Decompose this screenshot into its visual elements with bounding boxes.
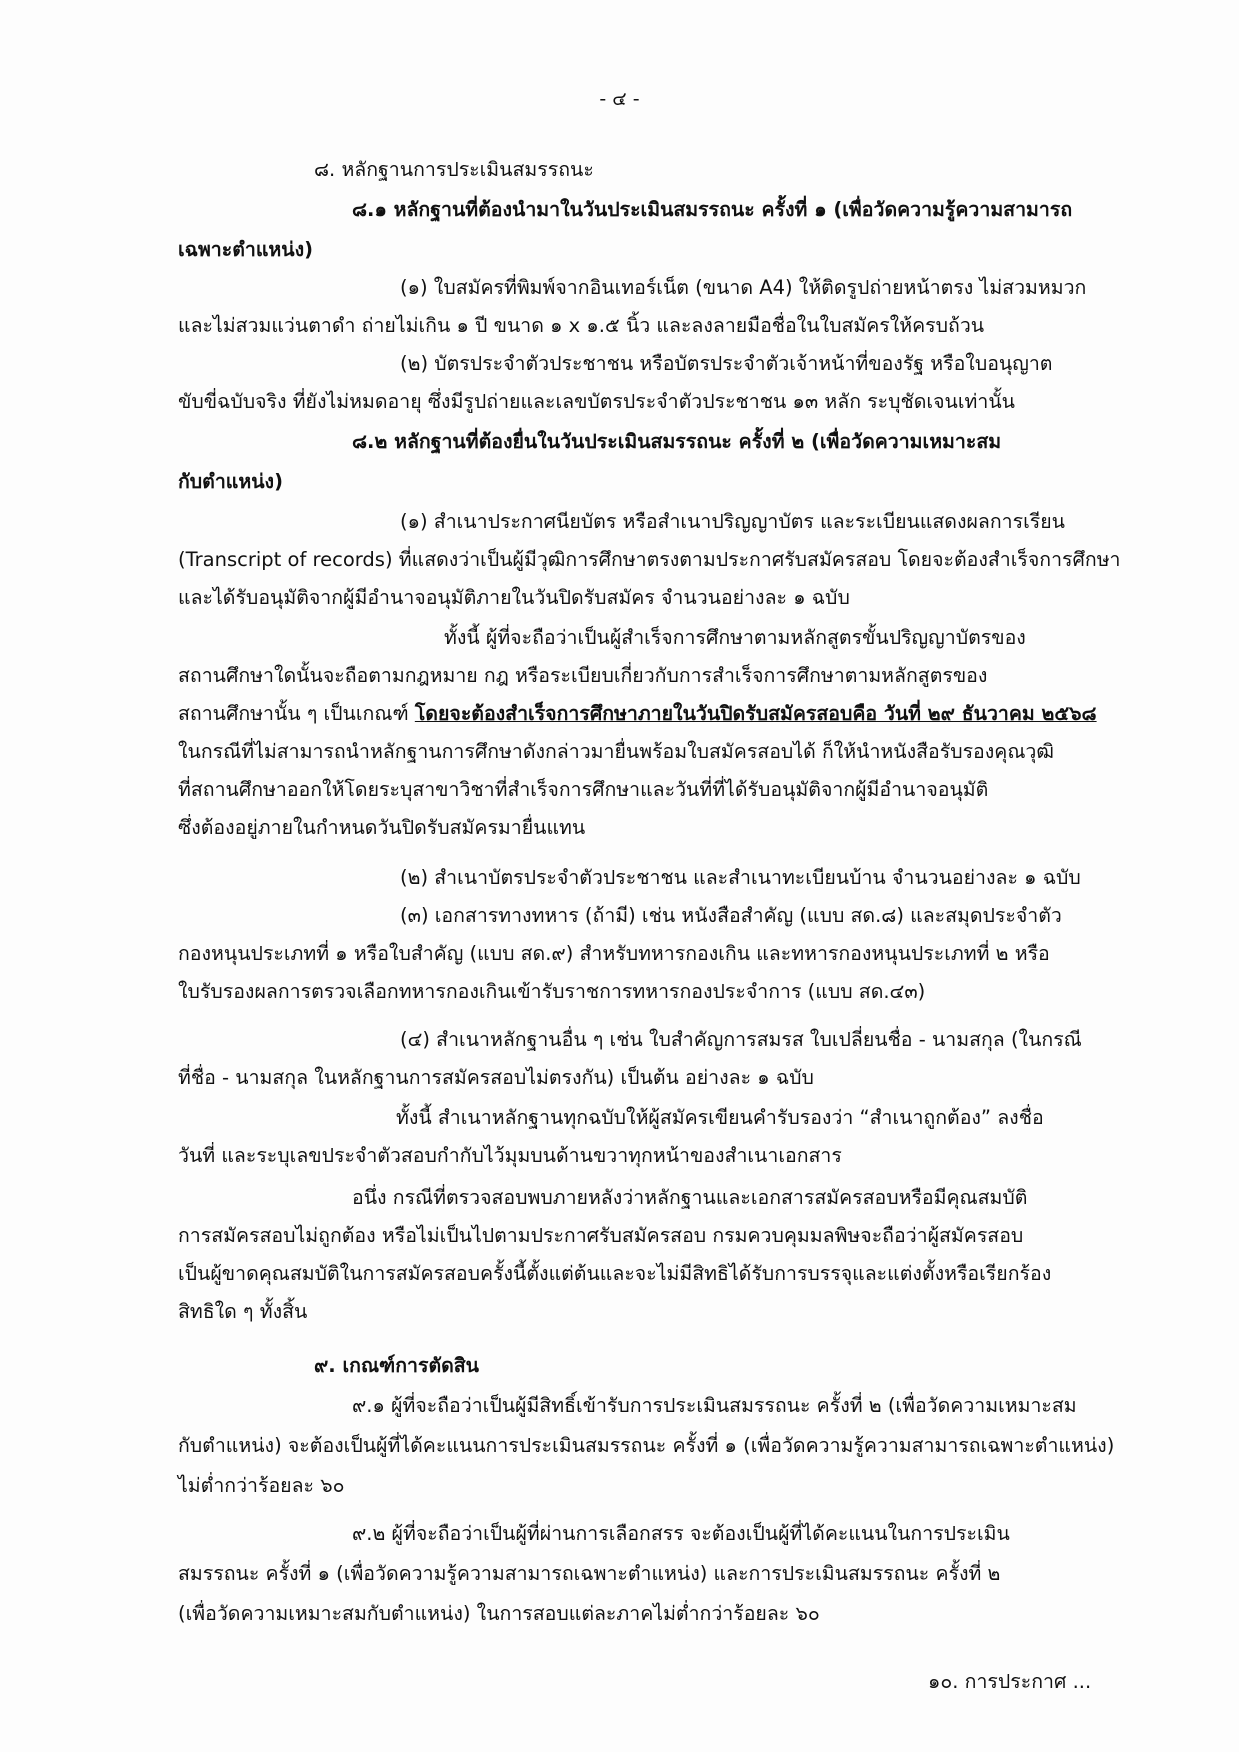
section-8-2-note-1-cont: สถานศึกษาใดนั้นจะถือตามกฎหมาย กฎ หรือระเบียบเกี่ยวกับการสำเร็จการศึกษาตามหลักสูตรของ (178, 664, 988, 687)
section-9-2-cont: สมรรถนะ ครั้งที่ ๑ (เพื่อวัดความรู้ความสามารถเฉพาะตำแหน่ง) และการประเมินสมรรถนะ ครั้งที่ ๒ (178, 1562, 1001, 1585)
section-8-2-note-1-cont2 (178, 704, 1097, 724)
section-8-2-item-1-cont: (Transcript of records) ที่แสดงว่าเป็นผู้มีวุฒิการศึกษาตรงตามประกาศรับสมัครสอบ โดยจะต้องสำเร็จการศึกษา (178, 548, 1121, 571)
section-8-2-note-3: อนึ่ง กรณีที่ตรวจสอบพบภายหลังว่าหลักฐานและเอกสารสมัครสอบหรือมีคุณสมบัติ (352, 1186, 1028, 1209)
section-8-1-item-1-cont: และไม่สวมแว่นตาดำ ถ่ายไม่เกิน ๑ ปี ขนาด ๑ x ๑.๕ นิ้ว และลงลายมือชื่อในใบสมัครให้ครบถ้วน (178, 314, 985, 337)
note-text: สถานศึกษานั้น ๆ เป็นเกณฑ์ (178, 702, 415, 725)
section-8-2-note-1-cont3: ในกรณีที่ไม่สามารถนำหลักฐานการศึกษาดังกล่าวมายื่นพร้อมใบสมัครสอบได้ ก็ให้นำหนังสือรับรองคุณวุฒิ (178, 740, 1054, 763)
section-8-1-heading-cont: เฉพาะตำแหน่ง) (178, 238, 314, 261)
section-8-2-note-3-cont: การสมัครสอบไม่ถูกต้อง หรือไม่เป็นไปตามประกาศรับสมัครสอบ กรมควบคุมมลพิษจะถือว่าผู้สมัครสอบ (178, 1224, 1024, 1247)
section-8-1-item-2: (๒) บัตรประจำตัวประชาชน หรือบัตรประจำตัวเจ้าหน้าที่ของรัฐ หรือใบอนุญาต (400, 352, 1053, 375)
graduation-deadline: โดยจะต้องสำเร็จการศึกษาภายในวันปิดรับสมัครสอบคือ วันที่ ๒๙ ธันวาคม ๒๕๖๘ (414, 702, 1097, 725)
section-8-2-heading-cont: กับตำแหน่ง) (178, 470, 283, 493)
section-8-2-note-3-cont3: สิทธิใด ๆ ทั้งสิ้น (178, 1300, 308, 1323)
continuation-marker: ๑๐. การประกาศ ... (928, 1670, 1092, 1693)
section-8-2-note-2-cont: วันที่ และระบุเลขประจำตัวสอบกำกับไว้มุมบนด้านขวาทุกหน้าของสำเนาเอกสาร (178, 1144, 842, 1167)
section-8-1-item-1: (๑) ใบสมัครที่พิมพ์จากอินเทอร์เน็ต (ขนาด A4) ให้ติดรูปถ่ายหน้าตรง ไม่สวมหมวก (400, 276, 1087, 299)
section-9-2: ๙.๒ ผู้ที่จะถือว่าเป็นผู้ที่ผ่านการเลือกสรร จะต้องเป็นผู้ที่ได้คะแนนในการประเมิน (352, 1522, 1010, 1545)
section-9-1-cont: กับตำแหน่ง) จะต้องเป็นผู้ที่ได้คะแนนการประเมินสมรรถนะ ครั้งที่ ๑ (เพื่อวัดความรู้ความสามารถเฉพาะตำแหน่ง) (178, 1434, 1115, 1457)
section-8-2-item-2: (๒) สำเนาบัตรประจำตัวประชาชน และสำเนาทะเบียนบ้าน จำนวนอย่างละ ๑ ฉบับ (400, 866, 1081, 889)
section-8-2-heading: ๘.๒ หลักฐานที่ต้องยื่นในวันประเมินสมรรถนะ ครั้งที่ ๒ (เพื่อวัดความเหมาะสม (352, 430, 1002, 453)
section-8-2-item-4-cont: ที่ชื่อ - นามสกุล ในหลักฐานการสมัครสอบไม่ตรงกัน) เป็นต้น อย่างละ ๑ ฉบับ (178, 1066, 814, 1089)
section-8-2-item-1-cont2: และได้รับอนุมัติจากผู้มีอำนาจอนุมัติภายในวันปิดรับสมัคร จำนวนอย่างละ ๑ ฉบับ (178, 586, 850, 609)
section-8-2-note-1-cont5: ซึ่งต้องอยู่ภายในกำหนดวันปิดรับสมัครมายื่นแทน (178, 816, 586, 839)
section-8-2-item-4: (๔) สำเนาหลักฐานอื่น ๆ เช่น ใบสำคัญการสมรส ใบเปลี่ยนชื่อ - นามสกุล (ในกรณี (400, 1028, 1082, 1051)
section-8-2-note-3-cont2: เป็นผู้ขาดคุณสมบัติในการสมัครสอบครั้งนี้ตั้งแต่ต้นและจะไม่มีสิทธิได้รับการบรรจุและแต่งตั้งหรือเรียกร้อง (178, 1262, 1052, 1285)
section-8-1-item-2-cont: ขับขี่ฉบับจริง ที่ยังไม่หมดอายุ ซึ่งมีรูปถ่ายและเลขบัตรประจำตัวประชาชน ๑๓ หลัก ระบุชัดเจนเท่านั้น (178, 390, 1015, 413)
section-9-heading: ๙. เกณฑ์การตัดสิน (314, 1354, 480, 1377)
section-9-2-cont2: (เพื่อวัดความเหมาะสมกับตำแหน่ง) ในการสอบแต่ละภาคไม่ต่ำกว่าร้อยละ ๖๐ (178, 1602, 820, 1625)
section-8-2-item-1: (๑) สำเนาประกาศนียบัตร หรือสำเนาปริญญาบัตร และระเบียนแสดงผลการเรียน (400, 510, 1065, 533)
section-8-2-item-3-cont2: ใบรับรองผลการตรวจเลือกทหารกองเกินเข้ารับราชการทหารกองประจำการ (แบบ สด.๔๓) (178, 980, 926, 1003)
section-8-2-item-3-cont: กองหนุนประเภทที่ ๑ หรือใบสำคัญ (แบบ สด.๙) สำหรับทหารกองเกิน และทหารกองหนุนประเภทที่ ๒ หรือ (178, 942, 1050, 965)
page-number: - ๔ - (599, 88, 640, 110)
section-9-1-cont2: ไม่ต่ำกว่าร้อยละ ๖๐ (178, 1474, 345, 1497)
section-8-1-heading: ๘.๑ หลักฐานที่ต้องนำมาในวันประเมินสมรรถนะ ครั้งที่ ๑ (เพื่อวัดความรู้ความสามารถ (352, 198, 1073, 221)
section-8-2-note-1: ทั้งนี้ ผู้ที่จะถือว่าเป็นผู้สำเร็จการศึกษาตามหลักสูตรขั้นปริญญาบัตรของ (444, 626, 1026, 649)
section-8-heading: ๘. หลักฐานการประเมินสมรรถนะ (314, 158, 594, 181)
section-9-1: ๙.๑ ผู้ที่จะถือว่าเป็นผู้มีสิทธิ์เข้ารับการประเมินสมรรถนะ ครั้งที่ ๒ (เพื่อวัดความเหมาะสม (352, 1394, 1077, 1417)
section-8-2-note-2: ทั้งนี้ สำเนาหลักฐานทุกฉบับให้ผู้สมัครเขียนคำรับรองว่า “สำเนาถูกต้อง” ลงชื่อ (396, 1106, 1044, 1129)
section-8-2-note-1-cont4: ที่สถานศึกษาออกให้โดยระบุสาขาวิชาที่สำเร็จการศึกษาและวันที่ที่ได้รับอนุมัติจากผู้มีอำนาจอนุมัติ (178, 778, 989, 801)
section-8-2-item-3: (๓) เอกสารทางทหาร (ถ้ามี) เช่น หนังสือสำคัญ (แบบ สด.๘) และสมุดประจำตัว (400, 904, 1062, 927)
